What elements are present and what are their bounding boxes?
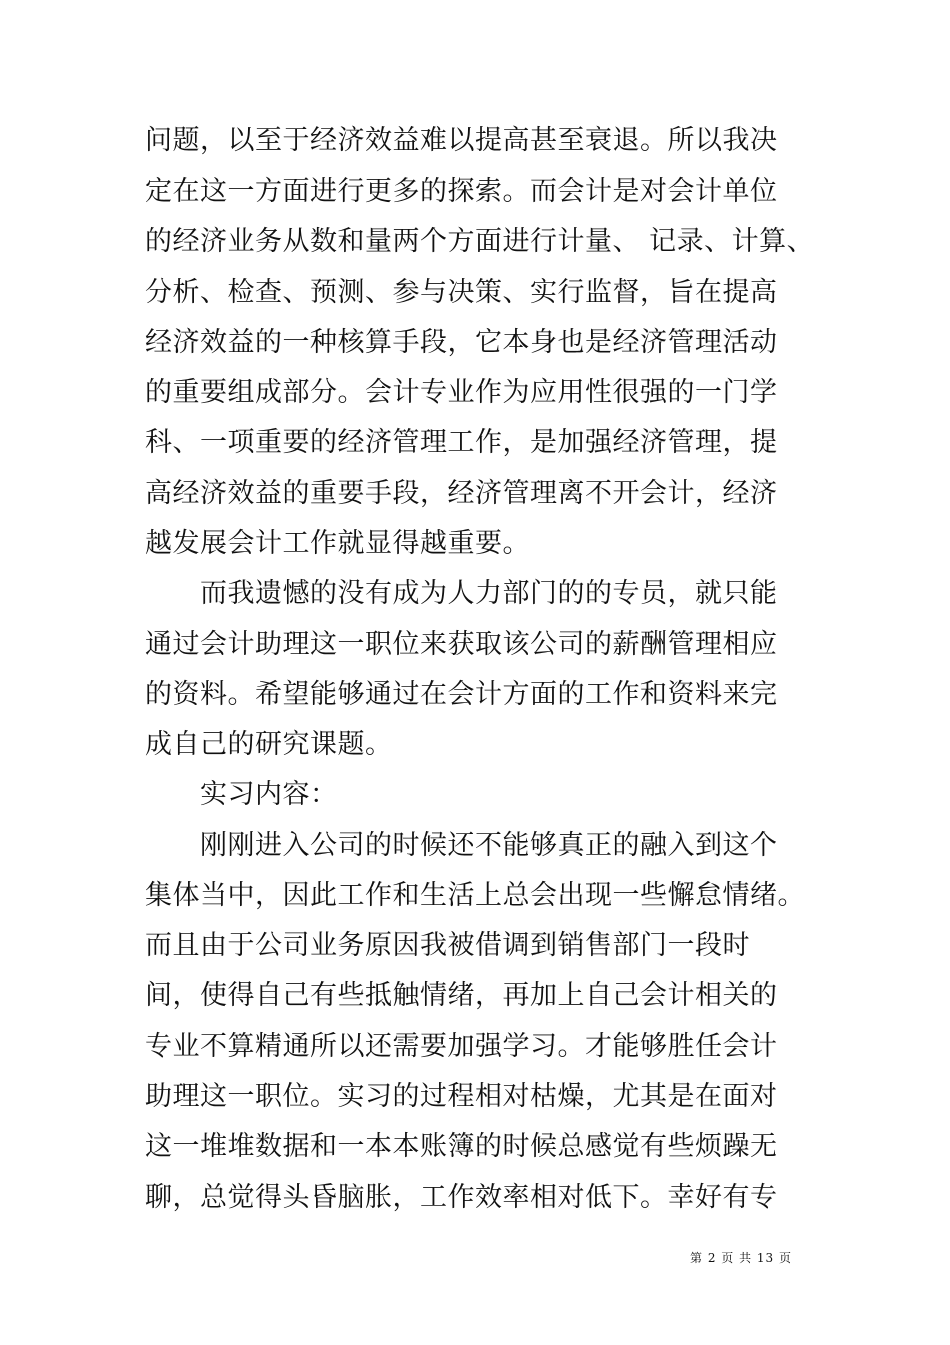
text-line: 的经济业务从数和量两个方面进行计量、 记录、计算、 bbox=[145, 226, 815, 257]
text-line: 越发展会计工作就显得越重要。 bbox=[145, 528, 530, 559]
text-line: 间，使得自己有些抵触情绪，再加上自己会计相关的 bbox=[145, 980, 778, 1011]
text-line: 分析、检查、预测、参与决策、实行监督，旨在提高 bbox=[145, 277, 778, 308]
text-line: 的资料。希望能够通过在会计方面的工作和资料来完 bbox=[145, 679, 778, 710]
text-line: 高经济效益的重要手段，经济管理离不开会计，经济 bbox=[145, 478, 778, 509]
text-line: 成自己的研究课题。 bbox=[145, 729, 393, 760]
text-line: 定在这一方面进行更多的探索。而会计是对会计单位 bbox=[145, 176, 778, 207]
text-line: 问题，以至于经济效益难以提高甚至衰退。所以我决 bbox=[145, 125, 778, 156]
paragraph-start-line: 而我遗憾的没有成为人力部门的的专员，就只能 bbox=[200, 578, 778, 609]
paragraph-start-line: 刚刚进入公司的时候还不能够真正的融入到这个 bbox=[200, 830, 778, 861]
text-line: 科、一项重要的经济管理工作，是加强经济管理，提 bbox=[145, 427, 778, 458]
text-line: 而且由于公司业务原因我被借调到销售部门一段时 bbox=[145, 930, 750, 961]
text-line: 的重要组成部分。会计专业作为应用性很强的一门学 bbox=[145, 377, 778, 408]
text-line: 通过会计助理这一职位来获取该公司的薪酬管理相应 bbox=[145, 629, 778, 660]
text-line: 经济效益的一种核算手段，它本身也是经济管理活动 bbox=[145, 327, 778, 358]
text-line: 集体当中，因此工作和生活上总会出现一些懈怠情绪。 bbox=[145, 880, 805, 911]
page-number-footer: 第 2 页 共 13 页 bbox=[690, 1251, 792, 1265]
text-line: 专业不算精通所以还需要加强学习。才能够胜任会计 bbox=[145, 1031, 778, 1062]
text-line: 聊，总觉得头昏脑胀，工作效率相对低下。幸好有专 bbox=[145, 1182, 778, 1213]
text-line: 助理这一职位。实习的过程相对枯燥，尤其是在面对 bbox=[145, 1081, 778, 1112]
section-heading: 实习内容： bbox=[200, 779, 338, 810]
text-line: 这一堆堆数据和一本本账簿的时候总感觉有些烦躁无 bbox=[145, 1131, 778, 1162]
